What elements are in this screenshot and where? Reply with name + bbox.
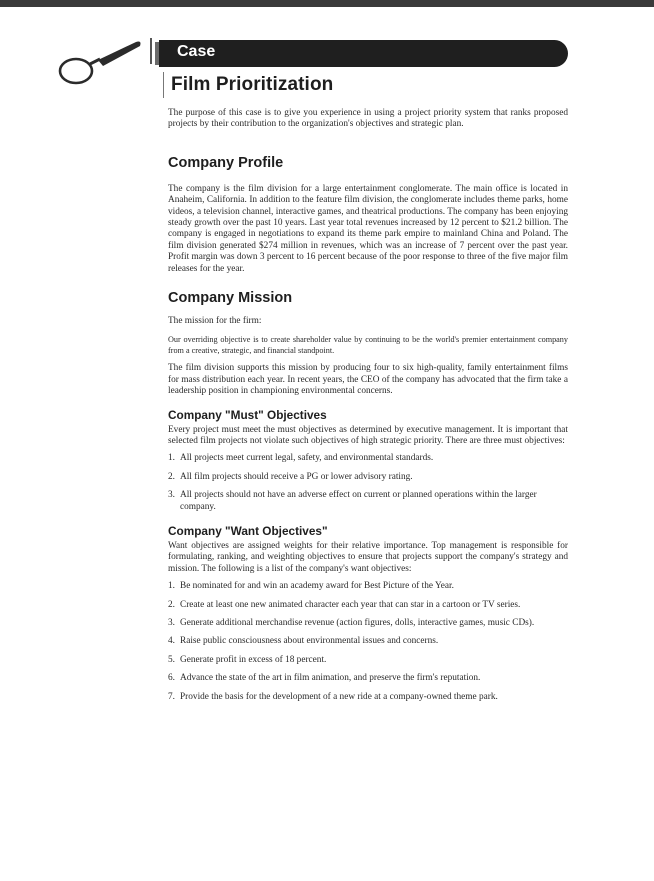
list-item: 3. Generate additional merchandise revenue (action figures, dolls, interactive games, music CDs). [168,617,535,628]
case-body [168,108,568,703]
margin-rule [150,38,152,64]
intro-paragraph: The purpose of this case is to give you experience in using a project priority system that ranks proposed projects by their contribution to the organization's objectives and strategic plan. [168,108,568,130]
list-item: 6. Advance the state of the art in film animation, and preserve the firm's reputation. [168,673,481,684]
list-item: 2. All film projects should receive a PG or lower advisory rating. [168,471,413,482]
want-list [168,581,568,703]
magnifier-icon [58,38,148,90]
mission-quote: Our overriding objective is to create shareholder value by continuing to be the world's premier entertainment company from a creative, strategic, and financial standpoint. [168,335,568,355]
mission-lead: The mission for the firm: [168,316,262,327]
title-rule [163,72,164,98]
case-banner [159,40,568,67]
must-heading: Company "Must" Objectives [168,407,327,422]
list-item: 2. Create at least one new animated character each year that can star in a cartoon or TV series. [168,599,521,610]
profile-paragraph: The company is the film division for a large entertainment conglomerate. The main office is located in Anaheim, California. In addition to the feature film division, the conglomerate includes theme parks, home videos, a television channel, interactive games, and theatrical productions. The company has been enjoying steady growth over the past 10 years. Last year total revenues increased by 12 percent to $21.2 billion. The company is engaged in negotiations to expand its theme park empire to mainland China and Poland. The film division generated $274 million in revenues, which was an increase of 7 percent over the past year. Profit margin was down 3 percent to 16 percent because of the poor response to three of the five major film releases for the year. [168,183,568,274]
page-title: Film Prioritization [171,74,334,95]
list-item: 1. Be nominated for and win an academy award for Best Picture of the Year. [168,581,454,592]
list-item: 7. Provide the basis for the development of a new ride at a company-owned theme park. [168,691,498,702]
case-label: Case [177,43,216,60]
list-item: 1. All projects meet current legal, safety, and environmental standards. [168,453,434,464]
list-item: 4. Raise public consciousness about environmental issues and concerns. [168,636,439,647]
profile-heading: Company Profile [168,154,284,171]
mission-paragraph: The film division supports this mission by producing four to six high-quality, family entertainment films for mass distribution each year. In recent years, the CEO of the company has advocated that the firm take a leadership position in championing environmental concerns. [168,363,568,397]
list-item: 5. Generate profit in excess of 18 percent. [168,654,327,665]
list-item: 3. All projects should not have an adverse effect on current or planned operations within the larger company. [168,490,537,512]
want-paragraph: Want objectives are assigned weights for their relative importance. Top management is responsible for formulating, ranking, and weighting objectives to ensure that projects support the company's strategy and mission. The following is a list of the company's want objectives: [168,540,568,574]
top-border [0,0,654,7]
must-list [168,453,568,513]
mission-heading: Company Mission [168,290,293,307]
must-paragraph: Every project must meet the must objectives as determined by executive management. It is important that selected film projects not violate such objectives of high strategic priority. There are three must objectives: [168,424,568,446]
want-heading: Company "Want Objectives" [168,523,328,538]
